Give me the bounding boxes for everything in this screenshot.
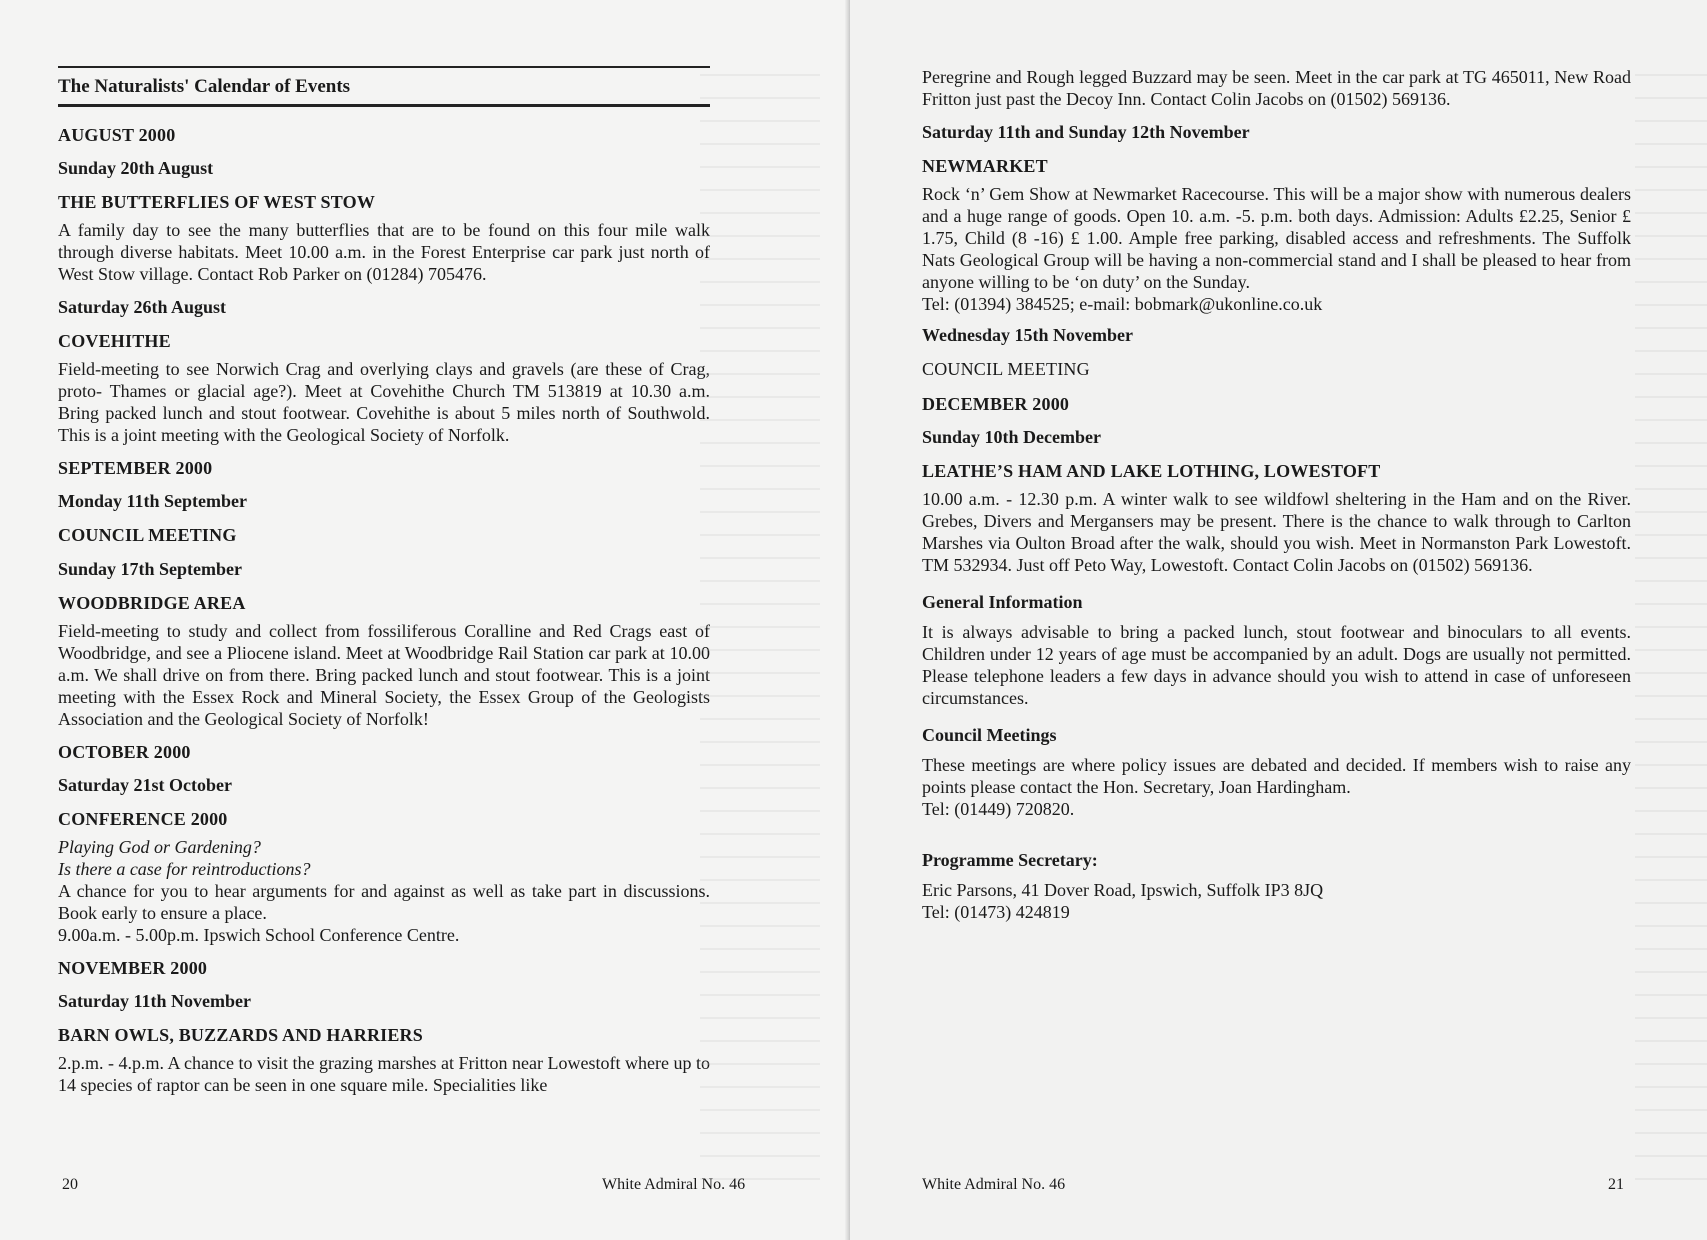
- conference-description: A chance for you to hear arguments for and against as well as take part in discussions. Book early to ensure a place.: [58, 881, 710, 923]
- newmarket-description: Rock ‘n’ Gem Show at Newmarket Racecourse. This will be a major show with numerous dealers and a huge range of goods. Open 10. a.m. -5. p.m. both days. Admission: Adults £2.25, Senior £ 1.75, Child (8 -16) £ 1.00. Ample free parking, disabled access and refreshments. The Suffolk Nats Geological Group will be having a non-commercial stand and I shall be pleased to hear from anyone willing to be ‘on duty’ on the Sunday.: [922, 184, 1631, 292]
- council-description: These meetings are where policy issues are debated and decided. If members wish to raise any points please contact the Hon. Secretary, Joan Hardingham.: [922, 755, 1631, 797]
- section-heading: Programme Secretary:: [922, 850, 1098, 870]
- event-title: COUNCIL MEETING: [58, 525, 237, 545]
- footer-journal-name: White Admiral No. 46: [922, 1176, 1066, 1193]
- event-title: COUNCIL MEETING: [922, 359, 1090, 379]
- council-telephone: Tel: (01449) 720820.: [922, 799, 1075, 819]
- event-description-continued: Peregrine and Rough legged Buzzard may be seen. Meet in the car park at TG 465011, New Road Fritton just past the Decoy Inn. Contact Colin Jacobs on (01502) 569136.: [922, 67, 1631, 109]
- event-description: 2.p.m. - 4.p.m. A chance to visit the grazing marshes at Fritton near Lowestoft where up to 14 species of raptor can be seen in one square mile. Specialities like: [58, 1053, 710, 1095]
- page-number: 21: [1608, 1176, 1624, 1193]
- event-title: LEATHE’S HAM AND LAKE LOTHING, LOWESTOFT: [922, 461, 1381, 481]
- conference-time-venue: 9.00a.m. - 5.00p.m. Ipswich School Conference Centre.: [58, 925, 460, 945]
- event-date: Saturday 21st October: [58, 775, 232, 795]
- calendar-header: [58, 66, 710, 107]
- page-number: 20: [62, 1176, 78, 1193]
- event-date: Saturday 11th and Sunday 12th November: [922, 122, 1250, 142]
- event-description: [58, 836, 710, 946]
- event-description: 10.00 a.m. - 12.30 p.m. A winter walk to see wildfowl sheltering in the Ham and on the River. Grebes, Divers and Mergansers may be present. There is the chance to walk through to Carlton Marshes via Oulton Broad after the walk, should you wish. Meet in Normanston Park Lowestoft. TM 532934. Just off Peto Way, Lowestoft. Contact Colin Jacobs on (01502) 569136.: [922, 489, 1631, 575]
- footer-journal-name: White Admiral No. 46: [602, 1176, 746, 1193]
- event-description: [922, 183, 1631, 315]
- section-heading: General Information: [922, 592, 1083, 612]
- general-information-text: It is always advisable to bring a packed lunch, stout footwear and binoculars to all events. Children under 12 years of age must be accompanied by an adult. Dogs are usually not permitted. Please telephone leaders a few days in advance should you wish to attend in case of unforeseen circumstances.: [922, 622, 1631, 708]
- left-page: [0, 0, 850, 1240]
- month-heading: OCTOBER 2000: [58, 742, 191, 762]
- event-date: Wednesday 15th November: [922, 325, 1133, 345]
- secretary-address: Eric Parsons, 41 Dover Road, Ipswich, Suffolk IP3 8JQ: [922, 880, 1324, 900]
- page-title: The Naturalists' Calendar of Events: [58, 76, 351, 97]
- month-heading: NOVEMBER 2000: [58, 958, 208, 978]
- event-title: WOODBRIDGE AREA: [58, 593, 246, 613]
- show-through-text: [1635, 60, 1707, 1180]
- event-title: CONFERENCE 2000: [58, 809, 228, 829]
- conference-subtitle: Is there a case for reintroductions?: [58, 859, 311, 879]
- event-title: BARN OWLS, BUZZARDS AND HARRIERS: [58, 1025, 423, 1045]
- right-page: [850, 0, 1707, 1240]
- left-page-content: [58, 66, 710, 1096]
- event-description: Field-meeting to study and collect from fossiliferous Coralline and Red Crags east of Woodbridge, and see a Pliocene island. Meet at Woodbridge Rail Station car park at 10.00 a.m. We shall drive on from there. Bring packed lunch and stout footwear. This is a joint meeting with the Essex Rock and Mineral Society, the Essex Group of the Geologists Association and the Geological Society of Norfolk!: [58, 621, 710, 729]
- secretary-telephone: Tel: (01473) 424819: [922, 902, 1070, 922]
- event-title: COVEHITHE: [58, 331, 171, 351]
- month-heading: AUGUST 2000: [58, 125, 176, 145]
- month-heading: SEPTEMBER 2000: [58, 458, 213, 478]
- right-page-content: [922, 66, 1631, 923]
- conference-subtitle: Playing God or Gardening?: [58, 837, 261, 857]
- section-heading: Council Meetings: [922, 725, 1057, 745]
- event-date: Sunday 10th December: [922, 427, 1101, 447]
- event-date: Saturday 26th August: [58, 297, 227, 317]
- event-description: Field-meeting to see Norwich Crag and overlying clays and gravels (are these of Crag, proto- Thames or glacial age?). Meet at Covehithe Church TM 513819 at 10.30 a.m. Bring packed lunch and stout footwear. Covehithe is about 5 miles north of Southwold. This is a joint meeting with the Geological Society of Norfolk.: [58, 359, 710, 445]
- event-date: Saturday 11th November: [58, 991, 251, 1011]
- month-heading: DECEMBER 2000: [922, 394, 1070, 414]
- programme-secretary-text: [922, 879, 1631, 923]
- event-date: Sunday 17th September: [58, 559, 243, 579]
- council-meetings-text: [922, 754, 1631, 820]
- show-through-text: [700, 60, 820, 1180]
- newmarket-contact: Tel: (01394) 384525; e-mail: bobmark@ukonline.co.uk: [922, 294, 1323, 314]
- event-description: A family day to see the many butterflies that are to be found on this four mile walk through diverse habitats. Meet 10.00 a.m. in the Forest Enterprise car park just north of West Stow village. Contact Rob Parker on (01284) 705476.: [58, 220, 710, 284]
- event-title: THE BUTTERFLIES OF WEST STOW: [58, 192, 376, 212]
- event-date: Sunday 20th August: [58, 158, 214, 178]
- event-date: Monday 11th September: [58, 491, 247, 511]
- event-title: NEWMARKET: [922, 156, 1048, 176]
